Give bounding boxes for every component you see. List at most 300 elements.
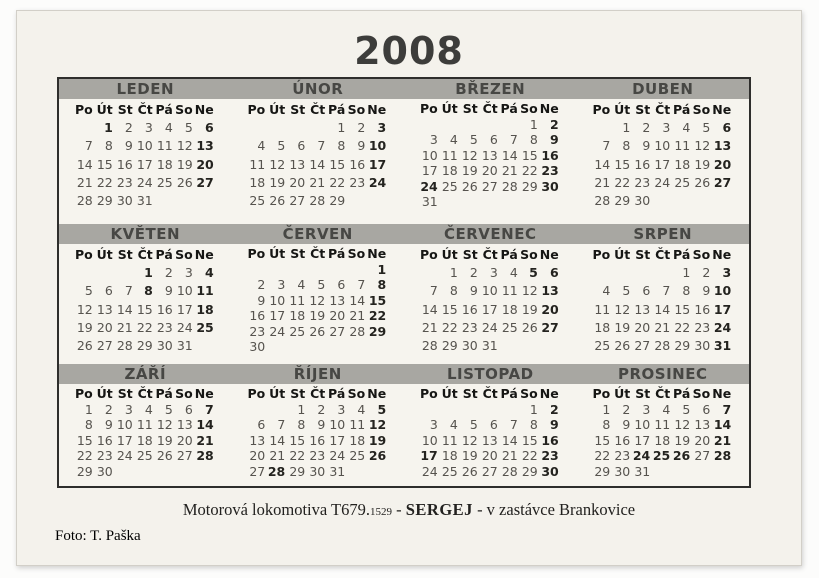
day-cell: 7 [722, 401, 732, 417]
day-cell: 31 [481, 337, 498, 353]
photo-credit: Foto: T. Paška [55, 528, 141, 544]
day-cell: 27 [176, 448, 193, 463]
day-cell: 5 [277, 138, 286, 154]
weekday-header: Po [420, 247, 438, 263]
day-cell: 14 [421, 301, 438, 317]
day-cell: 2 [124, 120, 133, 136]
day-cell [135, 464, 155, 480]
day-cell: 16 [349, 156, 366, 172]
day-cell: 17 [116, 432, 133, 448]
weekday-header: So [520, 386, 538, 401]
day-cell: 6 [489, 132, 498, 147]
day-cell: 13 [481, 432, 498, 448]
day-cell: 10 [634, 417, 651, 432]
day-cell: 8 [529, 417, 538, 432]
day-cell [440, 402, 460, 418]
week-row [420, 318, 561, 336]
day-cell: 12 [674, 417, 691, 432]
day-cell: 5 [164, 401, 173, 417]
day-cell: 21 [349, 308, 366, 323]
day-cell: 27 [713, 174, 732, 190]
day-cell: 11 [249, 156, 266, 172]
day-cell: 26 [76, 337, 93, 353]
day-cell: 22 [594, 448, 611, 463]
day-cell: 2 [550, 401, 559, 417]
week-row [75, 433, 216, 449]
month-title: ČERVENEC [444, 225, 537, 243]
weekday-header: Ne [367, 386, 387, 401]
day-cell [247, 402, 267, 418]
day-cell [287, 119, 307, 137]
day-cell: 18 [249, 174, 266, 190]
week-row [592, 264, 733, 282]
day-cell: 24 [420, 178, 438, 194]
day-cell: 26 [521, 319, 538, 335]
day-cell: 5 [529, 265, 538, 281]
weekday-header: Po [592, 247, 611, 263]
day-cell: 8 [529, 132, 538, 147]
day-cell: 18 [594, 319, 611, 335]
day-cell: 2 [642, 120, 651, 136]
weekday-header: Ne [539, 247, 559, 263]
day-cell: 14 [594, 156, 611, 172]
weekday-header: So [175, 102, 193, 118]
day-cell: 6 [337, 277, 346, 292]
day-cell: 19 [461, 448, 478, 463]
caption-text-1: Motorová lokomotiva T679. [182, 500, 370, 519]
day-cell: 21 [501, 448, 518, 463]
weekday-header: Út [269, 386, 286, 401]
weekday-header: Po [75, 247, 93, 263]
day-cell: 6 [257, 417, 266, 432]
day-cell: 27 [96, 337, 113, 353]
week-row [247, 308, 388, 324]
day-cell: 1 [377, 261, 387, 277]
day-cell: 6 [642, 283, 651, 299]
day-cell: 12 [309, 292, 326, 308]
weekday-header: Čt [482, 101, 498, 116]
day-cell: 25 [249, 192, 266, 208]
weekday-header: Út [96, 386, 113, 401]
week-row [75, 300, 216, 318]
day-cell [327, 262, 347, 278]
day-cell: 8 [377, 277, 387, 292]
day-cell [652, 191, 672, 209]
month-title: SRPEN [633, 225, 693, 243]
day-cell [440, 117, 460, 133]
day-cell: 14 [116, 301, 133, 317]
day-cell: 12 [368, 417, 387, 432]
day-cell: 28 [116, 337, 133, 353]
day-cell: 1 [682, 265, 691, 281]
day-cell: 17 [634, 432, 651, 448]
weekday-header: Po [75, 386, 93, 401]
weekday-header: Út [269, 102, 286, 118]
day-cell: 8 [337, 138, 346, 154]
weekday-header: Pá [673, 247, 691, 263]
day-cell: 14 [309, 156, 326, 172]
day-cell [75, 264, 95, 282]
weekday-header: St [462, 247, 478, 263]
day-cell: 17 [136, 156, 153, 172]
month-column [59, 246, 232, 355]
week-row [420, 194, 561, 210]
day-cell: 27 [481, 178, 498, 194]
day-cell: 25 [196, 319, 214, 335]
day-cell: 23 [614, 448, 631, 463]
day-cell [267, 402, 287, 418]
day-cell: 15 [614, 156, 631, 172]
day-cell: 7 [84, 138, 93, 154]
weekday-header: Ne [712, 386, 732, 401]
day-cell: 19 [269, 174, 286, 190]
day-cell [195, 464, 216, 480]
day-cell: 7 [317, 138, 326, 154]
year-title: 2008 [354, 29, 464, 73]
day-cell: 18 [289, 308, 306, 323]
day-cell: 8 [622, 138, 631, 154]
band-header-bar [59, 79, 749, 99]
day-cell: 29 [289, 463, 306, 479]
day-cell: 15 [441, 301, 458, 317]
day-cell: 15 [289, 432, 306, 448]
day-cell: 26 [461, 463, 478, 479]
day-cell: 18 [156, 156, 173, 172]
day-cell: 14 [654, 301, 671, 317]
week-row [592, 448, 733, 464]
weekday-header: Po [247, 386, 266, 401]
day-cell: 19 [156, 432, 173, 448]
day-cell: 3 [489, 265, 498, 281]
day-cell [115, 464, 135, 480]
weekday-header: So [175, 247, 193, 263]
day-cell: 9 [317, 417, 326, 432]
day-cell: 1 [104, 120, 113, 136]
day-cell [327, 339, 347, 355]
day-cell: 5 [184, 120, 193, 136]
month-title: LISTOPAD [446, 365, 534, 383]
day-cell: 18 [674, 156, 691, 172]
month-column [577, 101, 750, 210]
day-cell: 10 [368, 138, 387, 154]
day-cell: 25 [289, 323, 306, 339]
day-cell: 17 [713, 301, 732, 317]
month-title: ÚNOR [292, 80, 344, 98]
day-cell: 11 [441, 147, 458, 163]
week-row [420, 163, 561, 179]
weekday-header: Út [614, 386, 631, 401]
day-cell: 26 [309, 323, 326, 339]
day-cell: 22 [674, 319, 691, 335]
day-cell: 4 [257, 138, 266, 154]
day-cell: 19 [176, 156, 193, 172]
weekday-header: Čt [137, 102, 153, 118]
day-cell: 20 [176, 432, 193, 448]
day-cell: 26 [614, 337, 631, 353]
day-cell: 25 [594, 337, 611, 353]
weekday-header: Pá [155, 386, 173, 401]
weekday-header-row [75, 101, 216, 119]
day-cell: 9 [357, 138, 366, 154]
day-cell [155, 464, 175, 480]
day-cell: 14 [349, 292, 366, 308]
day-cell [712, 464, 733, 480]
band-header-bar [59, 224, 749, 244]
day-cell: 8 [602, 417, 611, 432]
week-row [75, 155, 216, 173]
band-body [59, 384, 749, 479]
day-cell: 24 [481, 319, 498, 335]
month-table [592, 246, 733, 355]
day-cell: 12 [156, 417, 173, 432]
day-cell: 4 [662, 401, 671, 417]
day-cell: 6 [104, 283, 113, 299]
calendar-band [59, 364, 749, 486]
day-cell: 9 [702, 283, 711, 299]
day-cell: 15 [76, 432, 93, 448]
day-cell: 31 [421, 194, 438, 209]
weekday-header-row [592, 386, 733, 402]
day-cell: 28 [349, 323, 366, 339]
day-cell: 26 [368, 448, 387, 463]
weekday-header: St [117, 386, 133, 401]
month-table [420, 386, 561, 479]
day-cell: 8 [84, 417, 93, 432]
day-cell: 19 [368, 432, 387, 448]
day-cell: 3 [429, 132, 438, 147]
week-row [592, 173, 733, 191]
day-cell: 30 [96, 463, 113, 479]
day-cell: 24 [654, 174, 671, 190]
day-cell: 15 [96, 156, 113, 172]
weekday-header: Čt [655, 102, 671, 118]
day-cell: 1 [622, 120, 631, 136]
day-cell [692, 191, 712, 209]
day-cell [420, 117, 440, 133]
day-cell: 16 [156, 301, 173, 317]
day-cell: 11 [594, 301, 611, 317]
day-cell: 28 [713, 448, 732, 463]
day-cell: 4 [297, 277, 306, 292]
day-cell: 7 [509, 132, 518, 147]
day-cell: 1 [529, 116, 538, 132]
day-cell [612, 264, 632, 282]
weekday-header: Čt [310, 386, 326, 401]
weekday-header: Po [420, 386, 438, 401]
day-cell: 14 [501, 432, 518, 448]
day-cell: 31 [136, 192, 153, 208]
day-cell: 16 [309, 432, 326, 448]
day-cell: 29 [521, 463, 538, 479]
day-cell: 22 [289, 448, 306, 463]
day-cell: 22 [368, 308, 387, 323]
weekday-header: Út [441, 247, 458, 263]
weekday-header: Pá [500, 247, 518, 263]
weekday-header: St [117, 102, 133, 118]
month-table [75, 101, 216, 210]
day-cell: 12 [694, 138, 711, 154]
day-cell: 25 [349, 448, 366, 463]
weekday-header-row [592, 246, 733, 264]
weekday-header-row [592, 101, 733, 119]
day-cell: 13 [481, 147, 498, 163]
day-cell: 28 [501, 463, 518, 479]
day-cell [672, 464, 692, 480]
weekday-header: Po [75, 102, 93, 118]
day-cell: 3 [124, 401, 133, 417]
day-cell: 5 [622, 283, 631, 299]
day-cell: 22 [96, 174, 113, 190]
month-table [420, 101, 561, 210]
day-cell: 15 [368, 292, 387, 308]
week-row [592, 464, 733, 480]
day-cell [155, 191, 175, 209]
month-table [247, 101, 388, 210]
weekday-header: Po [592, 386, 611, 401]
band-header-bar [59, 364, 749, 384]
day-cell: 24 [632, 448, 651, 463]
weekday-header: St [117, 247, 133, 263]
day-cell [420, 264, 440, 282]
month-title: ČERVEN [282, 225, 353, 243]
day-cell: 24 [421, 463, 438, 479]
day-cell [520, 336, 540, 354]
day-cell [500, 117, 520, 133]
day-cell [460, 117, 480, 133]
day-cell: 31 [713, 337, 732, 353]
week-row [247, 137, 388, 155]
day-cell: 12 [176, 138, 193, 154]
day-cell: 25 [501, 319, 518, 335]
weekday-header: Ne [194, 247, 214, 263]
weekday-header: St [462, 101, 478, 116]
week-row [420, 464, 561, 480]
day-cell: 28 [309, 192, 326, 208]
day-cell: 21 [269, 448, 286, 463]
day-cell: 18 [654, 432, 671, 448]
day-cell [520, 194, 540, 210]
day-cell: 3 [377, 120, 387, 136]
day-cell: 30 [461, 337, 478, 353]
weekday-header-row [75, 386, 216, 402]
month-table [247, 386, 388, 479]
day-cell: 29 [441, 337, 458, 353]
day-cell: 16 [541, 432, 559, 448]
day-cell [175, 191, 195, 209]
day-cell: 9 [257, 292, 266, 308]
day-cell: 9 [550, 132, 559, 147]
day-cell: 7 [357, 277, 366, 292]
weekday-header: Čt [310, 246, 326, 261]
day-cell [500, 402, 520, 418]
week-row [420, 282, 561, 300]
month-column [577, 386, 750, 479]
week-row [75, 417, 216, 433]
day-cell: 30 [156, 337, 173, 353]
month-table [420, 246, 561, 355]
day-cell: 16 [634, 156, 651, 172]
day-cell: 8 [104, 138, 113, 154]
day-cell: 16 [96, 432, 113, 448]
day-cell: 30 [634, 192, 651, 208]
day-cell: 13 [176, 417, 193, 432]
month-column [232, 246, 405, 355]
day-cell: 20 [481, 163, 498, 178]
day-cell: 27 [481, 463, 498, 479]
weekday-header: So [520, 101, 538, 116]
week-row [592, 282, 733, 300]
weekday-header: Út [614, 247, 631, 263]
month-column [577, 246, 750, 355]
day-cell: 23 [634, 174, 651, 190]
day-cell: 8 [449, 283, 458, 299]
weekday-header: Čt [482, 386, 498, 401]
day-cell: 4 [682, 120, 691, 136]
day-cell [420, 402, 440, 418]
day-cell: 4 [449, 417, 458, 432]
week-row [592, 155, 733, 173]
band-body [59, 244, 749, 355]
day-cell: 23 [694, 319, 711, 335]
day-cell: 3 [429, 417, 438, 432]
day-cell: 5 [377, 401, 387, 417]
weekday-header: So [347, 386, 366, 401]
day-cell: 9 [622, 417, 631, 432]
month-column [232, 101, 405, 210]
day-cell: 4 [357, 401, 366, 417]
day-cell: 18 [501, 301, 518, 317]
day-cell: 26 [672, 448, 691, 463]
day-cell: 15 [594, 432, 611, 448]
day-cell: 16 [116, 156, 133, 172]
day-cell: 18 [196, 301, 214, 317]
weekday-header: Čt [482, 247, 498, 263]
day-cell [712, 191, 733, 209]
day-cell: 2 [550, 116, 559, 132]
day-cell: 2 [357, 120, 366, 136]
weekday-header: So [692, 386, 711, 401]
day-cell: 20 [694, 432, 711, 448]
day-cell: 8 [297, 417, 306, 432]
day-cell: 8 [144, 283, 153, 299]
day-cell: 22 [136, 319, 153, 335]
day-cell: 27 [634, 337, 651, 353]
weekday-header-row [247, 386, 388, 402]
weekday-header: Pá [673, 102, 691, 118]
day-cell: 17 [176, 301, 193, 317]
day-cell: 30 [116, 192, 133, 208]
day-cell: 2 [257, 277, 266, 292]
week-row [420, 402, 561, 418]
month-table [592, 386, 733, 479]
day-cell: 4 [602, 283, 611, 299]
day-cell: 16 [249, 308, 266, 323]
day-cell: 10 [421, 147, 438, 163]
day-cell [367, 339, 388, 355]
calendar-band [59, 79, 749, 224]
day-cell: 7 [662, 283, 671, 299]
week-row [592, 318, 733, 336]
day-cell: 18 [349, 432, 366, 448]
caption-loco-name: SERGEJ [405, 500, 473, 519]
day-cell [480, 402, 500, 418]
day-cell: 26 [694, 174, 711, 190]
weekday-header: St [635, 102, 651, 118]
day-cell: 5 [702, 120, 711, 136]
day-cell: 30 [541, 463, 559, 479]
day-cell: 17 [421, 163, 438, 178]
day-cell: 9 [550, 417, 559, 432]
